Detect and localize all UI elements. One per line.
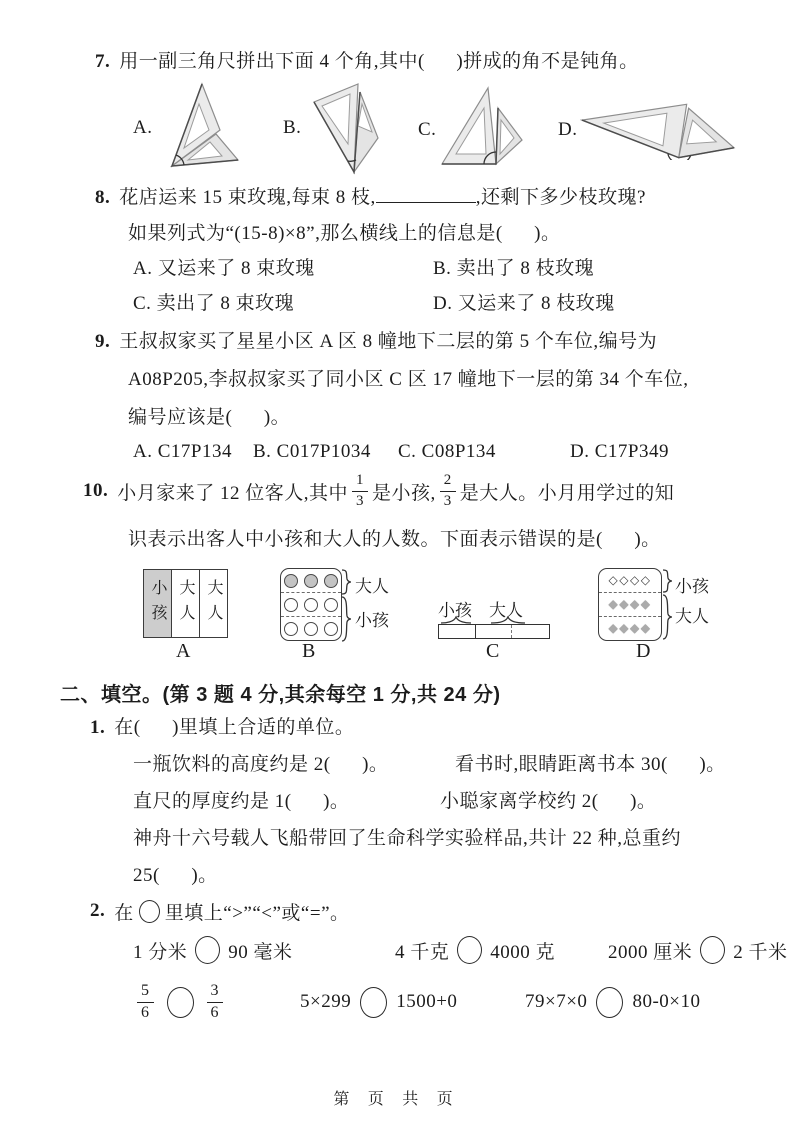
- fraction-two-thirds: [440, 473, 456, 510]
- fraction-numerator: 2: [440, 473, 456, 492]
- fraction-numerator: 1: [352, 473, 368, 492]
- brace-icon: [490, 616, 526, 624]
- q7-stem: [95, 50, 639, 73]
- diagram-d: [598, 568, 662, 641]
- s2q1-row1a: 一瓶饮料的高度约是 2( )。: [133, 754, 389, 775]
- q10-number: 10.: [83, 480, 109, 501]
- compare-right: 2 千米: [733, 941, 788, 963]
- s2q2-stem: [90, 897, 350, 925]
- s2q1-row2a: 直尺的厚度约是 1( )。: [133, 791, 350, 812]
- q9-text-1: 王叔叔家买了星星小区 A 区 8 幢地下二层的第 5 个车位,编号为: [119, 331, 658, 352]
- s2q1-intro: 在( )里填上合适的单位。: [114, 717, 355, 738]
- cell-label: 大人: [177, 578, 194, 629]
- diagram-b: [280, 568, 342, 641]
- diagram-a-cell-adult: [171, 570, 199, 637]
- diagram-c-children-label: 小孩: [438, 601, 472, 620]
- q8-option-b: B. 卖出了 8 枝玫瑰: [433, 258, 595, 279]
- compare-circle: [139, 900, 160, 923]
- q9-option-b: B. C017P1034: [253, 441, 371, 462]
- bar-divider: [475, 625, 476, 638]
- q9-stem-line1: [95, 330, 657, 353]
- diagram-b-row-open: [281, 592, 341, 616]
- diagram-b-top-label: 大人: [355, 577, 389, 596]
- fraction-five-sixths: [137, 983, 154, 1022]
- q8-text-a: 花店运来 15 束玫瑰,每束 8 枝,: [119, 187, 376, 208]
- diagram-d-row-filled: ◆◆◆◆: [599, 616, 661, 640]
- q7-number: 7.: [95, 51, 111, 72]
- fraction-three-sixths: [207, 983, 224, 1022]
- brace-icon: [340, 569, 352, 595]
- circle-icon: [324, 622, 338, 636]
- circle-icon: [304, 574, 318, 588]
- q8-option-d: D. 又运来了 8 枝玫瑰: [433, 293, 615, 314]
- q10-seg2: 是小孩,: [372, 482, 436, 504]
- diagram-c-adult-label: 大人: [489, 601, 523, 620]
- circle-icon: [304, 622, 318, 636]
- compare-circle: [360, 987, 387, 1018]
- compare-right: 1500+0: [396, 991, 458, 1012]
- q8-option-a: A. 又运来了 8 束玫瑰: [133, 258, 315, 279]
- q9-option-c: C. C08P134: [398, 441, 496, 462]
- diagram-d-row-open: ◇◇◇◇: [608, 573, 652, 587]
- brace-icon: [661, 594, 673, 640]
- compare-left: 5×299: [300, 991, 352, 1012]
- circle-icon: [324, 598, 338, 612]
- circle-icon: [324, 574, 338, 588]
- diagram-d-row-filled: ◆◆◆◆: [599, 592, 661, 616]
- compare-item: [133, 978, 227, 1026]
- q10-seg3: 是大人。小月用学过的知: [459, 482, 675, 504]
- compare-right: 90 毫米: [228, 941, 293, 963]
- fraction-numerator: 3: [207, 983, 224, 1003]
- s2q2-intro-post: 里填上“>”“<”或“=”。: [164, 902, 350, 924]
- cell-label: 大人: [205, 578, 222, 629]
- s2q1-row2b: 小聪家离学校约 2( )。: [440, 791, 657, 812]
- q7-text: 用一副三角尺拼出下面 4 个角,其中( )拼成的角不是钝角。: [119, 51, 639, 72]
- q10-seg1: 小月家来了 12 位客人,其中: [117, 482, 349, 504]
- s2q1-number: 1.: [90, 717, 106, 738]
- compare-item: [395, 935, 555, 965]
- compare-circle: [167, 987, 194, 1018]
- section-2-title: 二、填空。(第 3 题 4 分,其余每空 1 分,共 24 分): [60, 684, 501, 706]
- compare-item: [300, 978, 457, 1026]
- circle-icon: [284, 574, 298, 588]
- compare-circle: [700, 936, 725, 964]
- brace-icon: [440, 616, 472, 624]
- diagram-d-label: D: [636, 640, 652, 662]
- compare-left: 1 分米: [133, 941, 188, 963]
- compare-left: 2000 厘米: [608, 941, 693, 963]
- diagram-a: [143, 569, 228, 638]
- diagram-c-bar: [438, 624, 550, 639]
- q7-option-a-label: A.: [133, 117, 153, 138]
- s2q2-number: 2.: [90, 900, 106, 921]
- fraction-one-third: [352, 473, 368, 510]
- diagram-c-label: C: [486, 640, 501, 662]
- blank-line: [376, 186, 476, 203]
- compare-left: 79×7×0: [525, 991, 588, 1012]
- q9-option-a: A. C17P134: [133, 441, 232, 462]
- q8-stem-line1: [95, 186, 646, 209]
- q7-option-c-label: C.: [418, 119, 437, 140]
- diagram-a-cell-adult: [199, 570, 227, 637]
- set-square-pair-d-image: [580, 98, 738, 160]
- q9-stem-line2: A08P205,李叔叔家买了同小区 C 区 17 幢地下一层的第 34 个车位,: [128, 369, 689, 390]
- set-square-pair-b-image: [308, 82, 380, 176]
- brace-icon: [340, 596, 352, 642]
- page-footer: 第 页 共 页: [333, 1091, 460, 1108]
- fraction-numerator: 5: [137, 983, 154, 1003]
- compare-item: [133, 935, 293, 965]
- s2q2-intro-pre: 在: [114, 902, 134, 924]
- diagram-b-label: B: [302, 640, 317, 662]
- q7-option-b-label: B.: [283, 117, 302, 138]
- fraction-denominator: 6: [210, 1003, 219, 1021]
- circle-icon: [304, 598, 318, 612]
- compare-right: 80-0×10: [632, 991, 701, 1012]
- compare-left: 4 千克: [395, 941, 450, 963]
- q8-stem-line2: 如果列式为“(15-8)×8”,那么横线上的信息是( )。: [128, 223, 561, 244]
- diagram-a-cell-children: [144, 570, 171, 637]
- q8-option-c: C. 卖出了 8 束玫瑰: [133, 293, 295, 314]
- compare-right: 4000 克: [490, 941, 556, 963]
- circle-icon: [284, 598, 298, 612]
- q8-number: 8.: [95, 187, 111, 208]
- bar-divider-dashed: [511, 625, 512, 638]
- s2q1-row4: 25( )。: [133, 865, 218, 886]
- set-square-pair-a-image: [158, 80, 240, 170]
- fraction-denominator: 3: [356, 492, 365, 509]
- cell-label: 小孩: [149, 578, 166, 629]
- compare-item: [525, 978, 700, 1026]
- q8-text-b: ,还剩下多少枝玫瑰?: [475, 187, 646, 208]
- s2q1-stem: [90, 716, 354, 739]
- q10-stem-line2: 识表示出客人中小孩和大人的人数。下面表示错误的是( )。: [128, 529, 661, 550]
- compare-circle: [457, 936, 482, 964]
- s2q1-row3: 神舟十六号载人飞船带回了生命科学实验样品,共计 22 种,总重约: [133, 828, 682, 849]
- fraction-denominator: 3: [443, 492, 452, 509]
- compare-circle: [596, 987, 623, 1018]
- diagram-b-row-open: [281, 616, 341, 640]
- compare-item: [608, 935, 788, 965]
- diagram-d-top-label: 小孩: [675, 577, 709, 596]
- q9-number: 9.: [95, 331, 111, 352]
- compare-circle: [195, 936, 220, 964]
- fraction-denominator: 6: [141, 1003, 150, 1021]
- q9-option-d: D. C17P349: [570, 441, 669, 462]
- diagram-d-bottom-label: 大人: [675, 607, 709, 626]
- brace-icon: [661, 569, 673, 593]
- set-square-pair-c-image: [440, 84, 524, 168]
- q9-stem-line3: 编号应该是( )。: [128, 407, 291, 428]
- circle-icon: [284, 622, 298, 636]
- diagram-a-label: A: [176, 640, 192, 662]
- diagram-b-bottom-label: 小孩: [355, 611, 389, 630]
- s2q1-row1b: 看书时,眼睛距离书本 30( )。: [455, 754, 726, 775]
- q10-stem-line1: [83, 468, 674, 514]
- diagram-b-row-filled: [281, 569, 341, 592]
- q7-option-d-label: D.: [558, 119, 578, 140]
